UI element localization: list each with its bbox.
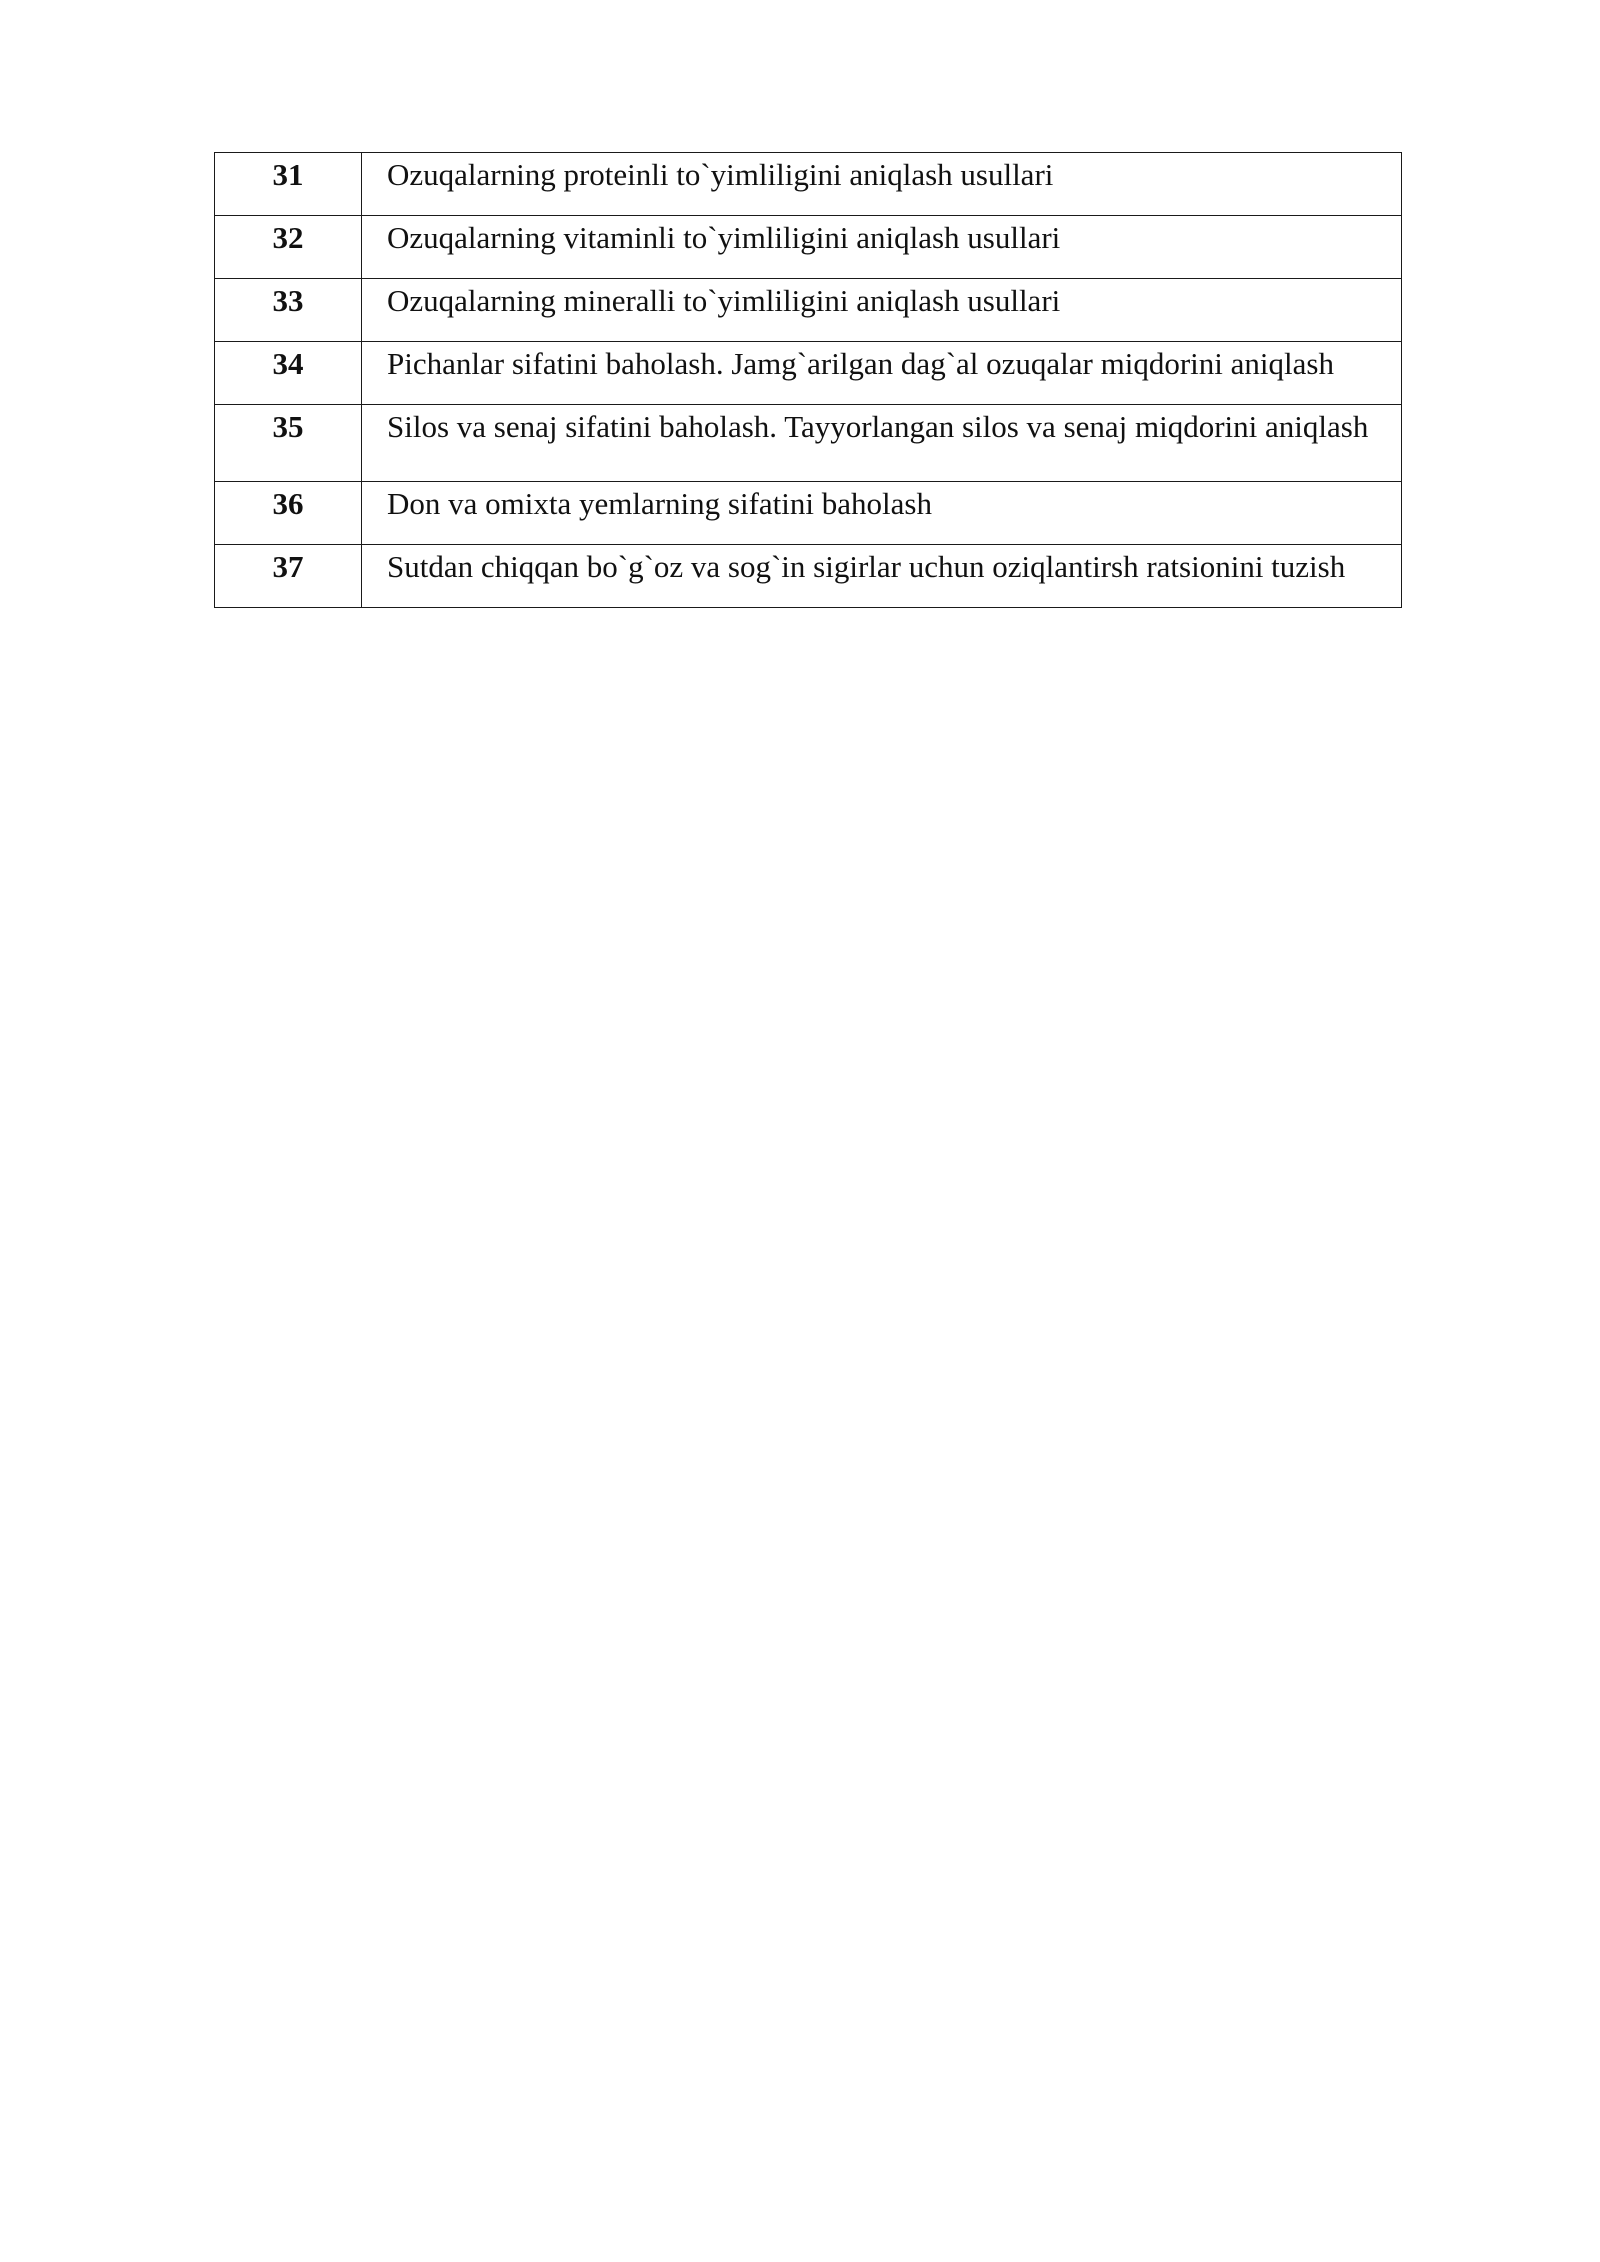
row-title: Silos va senaj sifatini baholash. Tayyorlangan silos va senaj miqdorini aniqlash bbox=[362, 405, 1402, 482]
row-title: Don va omixta yemlarning sifatini baholash bbox=[362, 482, 1402, 545]
row-number: 37 bbox=[215, 545, 362, 608]
row-title: Ozuqalarning mineralli to`yimliligini aniqlash usullari bbox=[362, 279, 1402, 342]
row-title: Pichanlar sifatini baholash. Jamg`arilgan dag`al ozuqalar miqdorini aniqlash bbox=[362, 342, 1402, 405]
table-row bbox=[215, 153, 1402, 216]
row-number: 35 bbox=[215, 405, 362, 482]
table-row bbox=[215, 216, 1402, 279]
row-number: 36 bbox=[215, 482, 362, 545]
table-row bbox=[215, 342, 1402, 405]
topics-table bbox=[214, 152, 1402, 608]
row-title: Ozuqalarning vitaminli to`yimliligini aniqlash usullari bbox=[362, 216, 1402, 279]
row-number: 33 bbox=[215, 279, 362, 342]
table-row bbox=[215, 545, 1402, 608]
row-number: 34 bbox=[215, 342, 362, 405]
table-row bbox=[215, 405, 1402, 482]
row-title: Ozuqalarning proteinli to`yimliligini aniqlash usullari bbox=[362, 153, 1402, 216]
table-row bbox=[215, 482, 1402, 545]
row-number: 32 bbox=[215, 216, 362, 279]
table-row bbox=[215, 279, 1402, 342]
row-number: 31 bbox=[215, 153, 362, 216]
row-title: Sutdan chiqqan bo`g`oz va sog`in sigirlar uchun oziqlantirsh ratsionini tuzish bbox=[362, 545, 1402, 608]
